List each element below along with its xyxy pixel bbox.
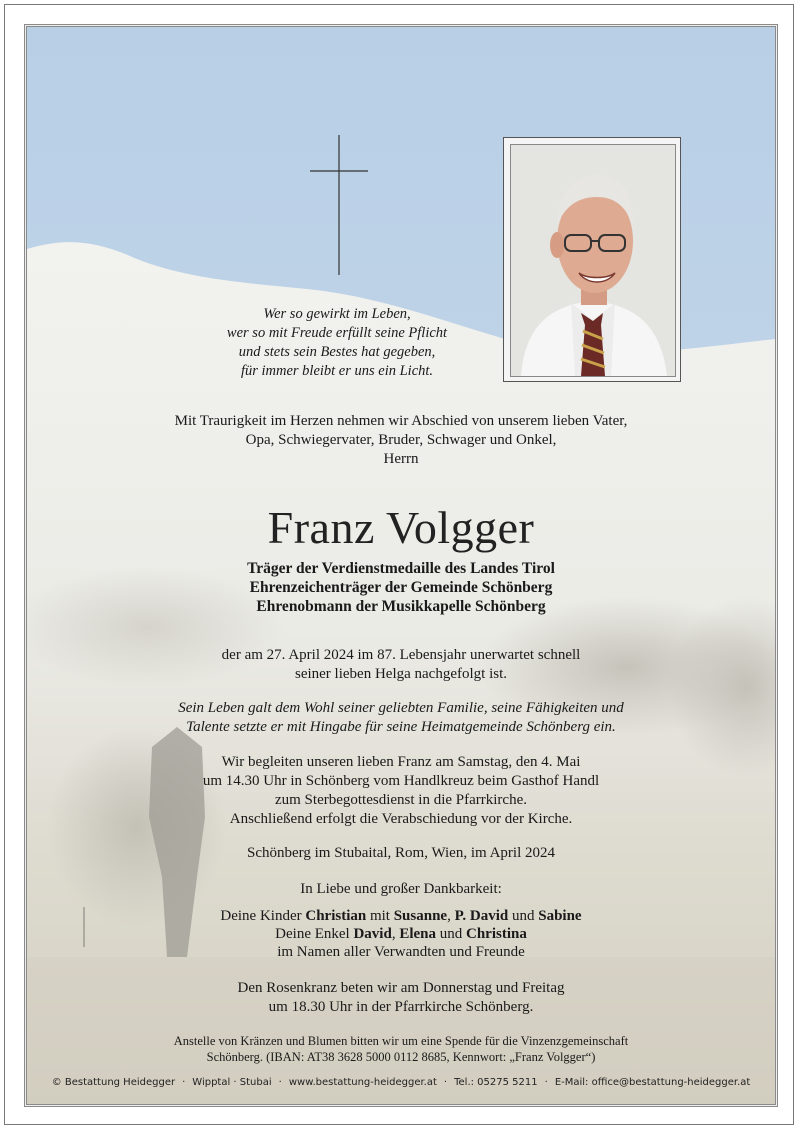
grandchildren-line <box>27 925 775 943</box>
death-line: seiner lieben Helga nachgefolgt ist. <box>294 666 507 682</box>
conjunction: und <box>439 926 463 942</box>
title-line: Ehrenobmann der Musikkapelle Schönberg <box>256 598 546 615</box>
funeral-line: Wir begleiten unseren lieben Franz am Samstag, den 4. Mai <box>221 754 581 770</box>
title-line: Träger der Verdienstmedaille des Landes Tirol <box>247 560 555 577</box>
funeral-line: zum Sterbegottesdienst in die Pfarrkirche. <box>274 792 527 808</box>
grandchild-name: David <box>353 926 392 942</box>
conjunction: und <box>511 908 535 924</box>
relatives-line: im Namen aller Verwandten und Freunde <box>277 944 525 960</box>
grandchild-name: Elena <box>399 926 436 942</box>
intro-line: Herrn <box>383 451 419 467</box>
funeral-line: um 14.30 Uhr in Schönberg vom Handlkreuz beim Gasthof Handl <box>202 773 600 789</box>
tribute-line: Talente setzte er mit Hingabe für seine Heimatgemeinde Schönberg ein. <box>186 719 616 735</box>
memorial-poem <box>177 305 497 381</box>
conjunction: mit <box>369 908 390 924</box>
footer-email-link[interactable]: E-Mail: office@bestattung-heidegger.at <box>554 1077 751 1088</box>
death-notice <box>27 646 775 684</box>
portrait-photo <box>510 144 676 377</box>
children-line <box>27 907 775 925</box>
comma: , <box>391 926 396 942</box>
footer-separator: · <box>182 1077 186 1088</box>
child-name: Susanne <box>393 908 448 924</box>
tribute-text <box>27 699 775 737</box>
footer-separator: · <box>544 1077 548 1088</box>
tribute-line: Sein Leben galt dem Wohl seiner geliebten Familie, seine Fähigkeiten und <box>178 700 624 716</box>
poem-line: und stets sein Bestes hat gegeben, <box>238 344 436 360</box>
rosary-notice <box>27 979 775 1017</box>
footer-website-link[interactable]: www.bestattung-heidegger.at <box>288 1077 437 1088</box>
child-name: Sabine <box>538 908 582 924</box>
grandchildren-prefix: Deine Enkel <box>275 926 350 942</box>
footer-bar <box>27 1077 775 1088</box>
donation-line: Schönberg. (IBAN: AT38 3628 5000 0112 8685, Kennwort: „Franz Volgger“) <box>206 1050 596 1064</box>
poem-line: Wer so gewirkt im Leben, <box>263 306 411 322</box>
rosary-line: um 18.30 Uhr in der Pfarrkirche Schönberg. <box>268 999 534 1015</box>
funeral-details <box>27 753 775 829</box>
deceased-name: Franz Volgger <box>267 502 535 553</box>
place-date: Schönberg im Stubaital, Rom, Wien, im April 2024 <box>247 845 555 861</box>
donation-notice <box>27 1033 775 1065</box>
cross-icon <box>310 135 370 275</box>
portrait-image <box>511 145 675 376</box>
footer-phone: Tel.: 05275 5211 <box>454 1077 538 1088</box>
family-list <box>27 907 775 961</box>
footer-separator: · <box>278 1077 282 1088</box>
thanks-line: In Liebe und großer Dankbarkeit: <box>300 881 502 897</box>
donation-line: Anstelle von Kränzen und Blumen bitten wir um eine Spende für die Vinzenzgemeinschaft <box>173 1034 629 1048</box>
portrait-frame <box>503 137 681 382</box>
title-line: Ehrenzeichenträger der Gemeinde Schönberg <box>249 579 553 596</box>
death-line: der am 27. April 2024 im 87. Lebensjahr unerwartet schnell <box>221 647 581 663</box>
funeral-line: Anschließend erfolgt die Verabschiedung vor der Kirche. <box>229 811 573 827</box>
footer-separator: · <box>443 1077 448 1088</box>
footer-region: Wipptal · Stubai <box>192 1077 272 1088</box>
footer-company: © Bestattung Heidegger <box>51 1077 176 1088</box>
content-layer <box>27 27 775 1104</box>
poem-line: wer so mit Freude erfüllt seine Pflicht <box>226 325 448 341</box>
comma: , <box>447 908 451 924</box>
child-name: P. David <box>454 908 509 924</box>
poem-line: für immer bleibt er uns ein Licht. <box>240 363 434 379</box>
child-name: Christian <box>305 908 367 924</box>
intro-text <box>27 412 775 469</box>
children-prefix: Deine Kinder <box>220 908 302 924</box>
rosary-line: Den Rosenkranz beten wir am Donnerstag und Freitag <box>237 980 565 996</box>
grandchild-name: Christina <box>466 926 527 942</box>
obituary-card <box>24 24 778 1107</box>
intro-line: Opa, Schwiegervater, Bruder, Schwager und Onkel, <box>245 432 557 448</box>
intro-line: Mit Traurigkeit im Herzen nehmen wir Abschied von unserem lieben Vater, <box>174 413 628 429</box>
honorary-titles <box>27 559 775 616</box>
